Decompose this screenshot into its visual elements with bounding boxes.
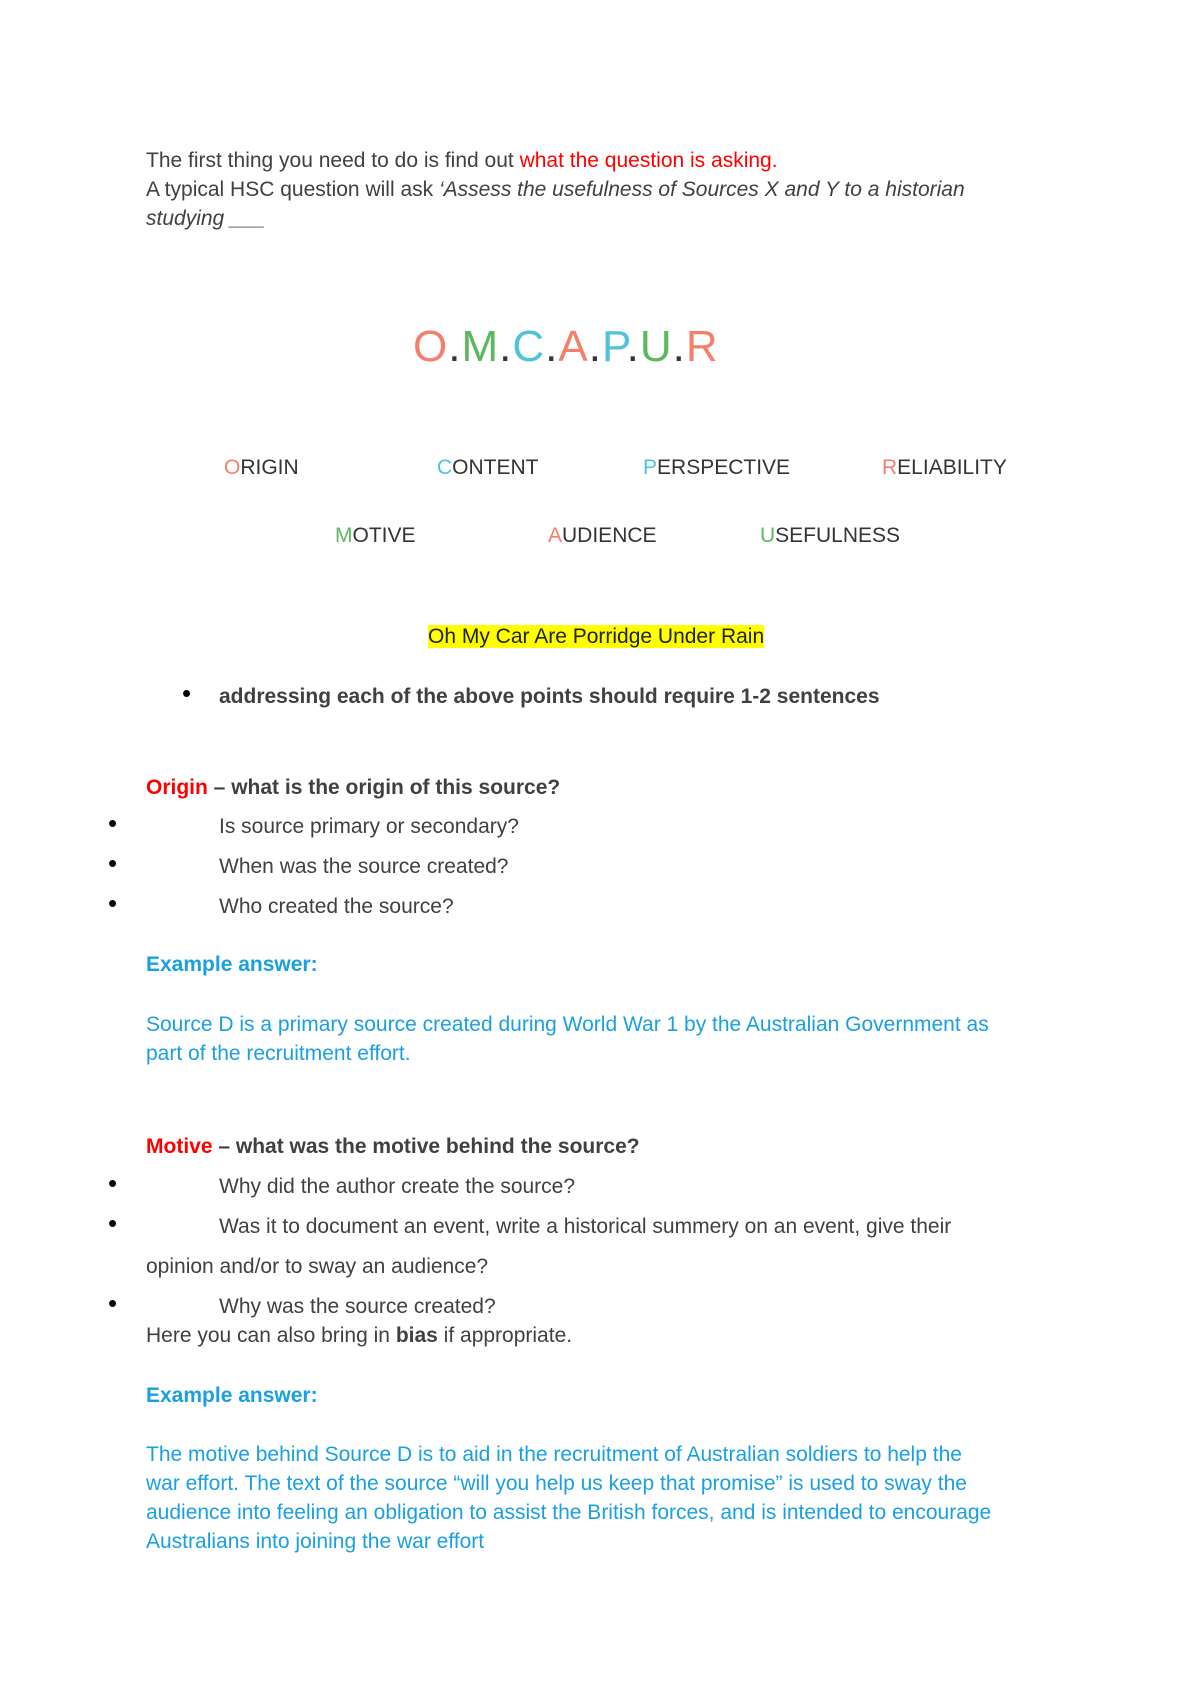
- keyword-perspective: PERSPECTIVE: [643, 456, 791, 479]
- bullet-icon: •: [108, 1288, 118, 1318]
- origin-bullet-2: When was the source created?: [219, 855, 509, 878]
- keyword-motive: MOTIVE: [335, 524, 416, 547]
- motive-bullet-2-line-2: opinion and/or to sway an audience?: [146, 1255, 489, 1278]
- acronym-title: O.M.C.A.P.U.R: [413, 322, 719, 371]
- acronym-letter: U: [639, 322, 673, 371]
- acronym-letter: M: [461, 322, 500, 371]
- acronym-letter: O: [413, 322, 449, 371]
- bullet-icon: •: [108, 888, 118, 918]
- intro-line-2: [146, 175, 965, 204]
- acronym-letter: P: [601, 322, 627, 371]
- mnemonic-highlight: Oh My Car Are Porridge Under Rain: [428, 625, 765, 648]
- keyword-content: CONTENT: [437, 456, 539, 479]
- keyword-usefulness: USEFULNESS: [760, 524, 901, 547]
- bullet-icon: •: [108, 808, 118, 838]
- intro-text-2: A typical HSC question will ask: [146, 178, 439, 201]
- origin-example-label: Example answer:: [146, 953, 318, 976]
- bullet-icon: •: [108, 1208, 118, 1238]
- motive-bullet-1: Why did the author create the source?: [219, 1175, 576, 1198]
- intro-line-3: studying ___: [146, 207, 266, 230]
- note-text: addressing each of the above points should require 1-2 sentences: [219, 685, 880, 708]
- origin-label: Origin: [146, 776, 208, 799]
- motive-example-line-1: The motive behind Source D is to aid in the recruitment of Australian soldiers to help the: [146, 1443, 962, 1466]
- motive-example-label: Example answer:: [146, 1384, 318, 1407]
- keyword-audience: AUDIENCE: [548, 524, 657, 547]
- mnemonic: [428, 622, 764, 651]
- origin-bullet-3: Who created the source?: [219, 895, 454, 918]
- intro-highlight: what the question is asking.: [519, 149, 778, 172]
- acronym-letter: C: [512, 322, 546, 371]
- motive-example-line-3: audience into feeling an obligation to assist the British forces, and is intended to encourage: [146, 1501, 992, 1524]
- motive-heading: Motive – what was the motive behind the source?: [146, 1135, 640, 1158]
- bullet-icon: •: [108, 1168, 118, 1198]
- intro-quote: ‘Assess the usefulness of Sources X and Y to a historian: [438, 178, 965, 201]
- origin-example-line-2: part of the recruitment effort.: [146, 1042, 411, 1065]
- acronym-letter: A: [558, 322, 589, 371]
- origin-heading: Origin – what is the origin of this source?: [146, 776, 561, 799]
- origin-bullet-1: Is source primary or secondary?: [219, 815, 519, 838]
- motive-label: Motive: [146, 1135, 213, 1158]
- acronym-letter: R: [685, 322, 719, 371]
- bullet-icon: •: [108, 848, 118, 878]
- keyword-reliability: RELIABILITY: [882, 456, 1007, 479]
- intro-text: The first thing you need to do is find out: [146, 149, 520, 172]
- keyword-origin: ORIGIN: [224, 456, 299, 479]
- motive-example-line-2: war effort. The text of the source “will you help us keep that promise” is used to sway the: [146, 1472, 967, 1495]
- intro-line-1: [146, 146, 778, 175]
- bias-word: bias: [395, 1324, 438, 1347]
- origin-example-line-1: Source D is a primary source created during World War 1 by the Australian Government as: [146, 1013, 989, 1036]
- motive-bullet-3: Why was the source created?: [219, 1295, 496, 1318]
- motive-bullet-2-line-1: Was it to document an event, write a historical summery on an event, give their: [219, 1215, 952, 1238]
- motive-bias-line: Here you can also bring in bias if appropriate.: [146, 1324, 573, 1347]
- bullet-icon: •: [182, 678, 192, 708]
- motive-example-line-4: Australians into joining the war effort: [146, 1530, 485, 1553]
